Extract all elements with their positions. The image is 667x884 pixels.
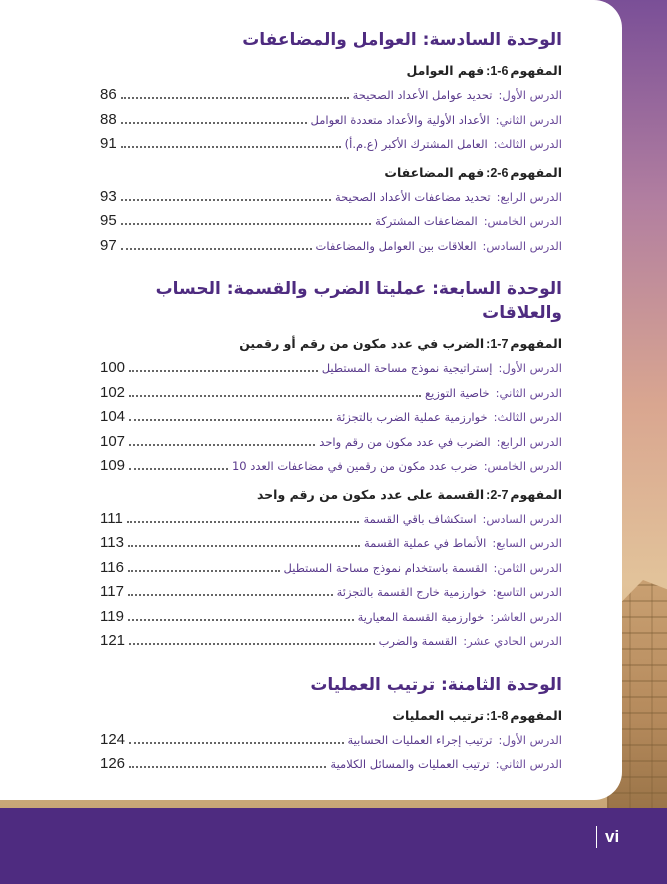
dot-leader bbox=[129, 370, 318, 372]
concept-title: الضرب في عدد مكون من رقم أو رقمين bbox=[239, 336, 485, 351]
concept-heading bbox=[100, 164, 562, 182]
concept-title: فهم العوامل bbox=[406, 63, 485, 78]
lesson-title: تحديد عوامل الأعداد الصحيحة bbox=[352, 88, 493, 102]
lesson-entry[interactable] bbox=[100, 408, 562, 433]
lesson-title: الأنماط في عملية القسمة bbox=[364, 536, 487, 550]
dot-leader bbox=[128, 545, 360, 547]
page-ref: 121 bbox=[100, 632, 126, 649]
lesson-entry[interactable] bbox=[100, 135, 562, 160]
lesson-label: الدرس الرابع: bbox=[496, 434, 562, 449]
page-ref: 124 bbox=[100, 730, 126, 748]
dot-leader bbox=[128, 570, 280, 572]
page-ref: 109 bbox=[100, 457, 126, 474]
lesson-title: خوارزمية عملية الضرب بالتجزئة bbox=[335, 410, 488, 424]
dot-leader bbox=[121, 248, 312, 250]
concept-heading bbox=[100, 335, 562, 353]
footer-band bbox=[0, 808, 667, 884]
lesson-entry[interactable] bbox=[100, 86, 562, 111]
dot-leader bbox=[129, 395, 421, 397]
lesson-title: القسمة باستخدام نموذج مساحة المستطيل bbox=[283, 560, 488, 575]
page-ref: 107 bbox=[100, 432, 126, 450]
page-ref: 86 bbox=[100, 86, 117, 103]
concept-prefix: المفهوم bbox=[510, 63, 562, 78]
dot-leader bbox=[129, 643, 375, 645]
lesson-title: ترتيب العمليات والمسائل الكلامية bbox=[330, 757, 490, 771]
lesson-label: الدرس الحادي عشر: bbox=[463, 634, 562, 648]
page-ref: 88 bbox=[100, 110, 117, 128]
concept-number: 7-1: bbox=[486, 337, 509, 351]
concept-prefix: المفهوم bbox=[510, 486, 562, 502]
lesson-entry[interactable] bbox=[100, 188, 562, 213]
concept-heading bbox=[100, 62, 562, 80]
dot-leader bbox=[121, 199, 331, 201]
dot-leader bbox=[121, 223, 371, 225]
dot-leader bbox=[121, 97, 349, 99]
concept-number: 7-2: bbox=[486, 487, 509, 502]
concept-prefix: المفهوم bbox=[510, 336, 562, 351]
lesson-title: استكشاف باقي القسمة bbox=[363, 511, 477, 526]
dot-leader bbox=[129, 419, 332, 421]
lesson-entry[interactable] bbox=[100, 212, 562, 237]
page-ref: 91 bbox=[100, 135, 117, 152]
concept-title: القسمة على عدد مكون من رقم واحد bbox=[256, 486, 485, 502]
page-ref: 113 bbox=[100, 534, 124, 551]
dot-leader bbox=[128, 619, 354, 621]
lesson-entry[interactable] bbox=[100, 457, 562, 482]
concept-title: ترتيب العمليات bbox=[392, 707, 485, 723]
lesson-title: تحديد مضاعفات الأعداد الصحيحة bbox=[334, 189, 491, 204]
unit-spacer bbox=[100, 261, 562, 277]
unit-spacer bbox=[100, 657, 562, 673]
lesson-label: الدرس الخامس: bbox=[483, 214, 562, 228]
dot-leader bbox=[129, 444, 315, 446]
lesson-title: خاصية التوزيع bbox=[425, 385, 490, 400]
lesson-label: الدرس السادس: bbox=[482, 238, 562, 253]
lesson-title: العلاقات بين العوامل والمضاعفات bbox=[315, 238, 477, 253]
dot-leader bbox=[121, 122, 307, 124]
page-ref: 116 bbox=[100, 558, 124, 576]
concept-number: 6-1: bbox=[486, 64, 509, 78]
lesson-title: خوارزمية خارج القسمة بالتجزئة bbox=[336, 585, 487, 599]
page-ref: 97 bbox=[100, 236, 117, 254]
page-ref: 126 bbox=[100, 755, 126, 772]
lesson-label: الدرس السادس: bbox=[482, 511, 562, 526]
lesson-label: الدرس الثالث: bbox=[493, 137, 562, 151]
lesson-entry[interactable] bbox=[100, 583, 562, 608]
lesson-entry[interactable] bbox=[100, 534, 562, 559]
lesson-label: الدرس التاسع: bbox=[492, 585, 562, 599]
lesson-entry[interactable] bbox=[100, 111, 562, 136]
page-ref: 119 bbox=[100, 607, 124, 625]
dot-leader bbox=[127, 521, 360, 523]
lesson-label: الدرس الأول: bbox=[498, 361, 562, 375]
lesson-entry[interactable] bbox=[100, 359, 562, 384]
lesson-title: الأعداد الأولية والأعداد متعددة العوامل bbox=[310, 112, 490, 127]
unit-title: الوحدة الثامنة: ترتيب العمليات bbox=[310, 674, 562, 695]
concept-title: فهم المضاعفات bbox=[384, 164, 485, 180]
lesson-entry[interactable] bbox=[100, 384, 562, 409]
lesson-title: الضرب في عدد مكون من رقم واحد bbox=[319, 434, 491, 449]
lesson-entry[interactable] bbox=[100, 755, 562, 780]
lesson-entry[interactable] bbox=[100, 559, 562, 584]
concept-number: 8-1: bbox=[486, 708, 509, 723]
lesson-label: الدرس الثاني: bbox=[495, 757, 562, 771]
page-ref: 117 bbox=[100, 583, 124, 600]
lesson-entry[interactable] bbox=[100, 731, 562, 756]
lesson-label: الدرس السابع: bbox=[492, 536, 562, 550]
page-ref: 104 bbox=[100, 408, 126, 425]
lesson-label: الدرس الخامس: bbox=[483, 459, 562, 473]
lesson-entry[interactable] bbox=[100, 632, 562, 657]
lesson-label: الدرس الثامن: bbox=[493, 560, 562, 575]
lesson-label: الدرس الأول: bbox=[498, 732, 562, 747]
page-ref: 95 bbox=[100, 212, 117, 229]
dot-leader bbox=[128, 594, 333, 596]
unit-title: الوحدة السادسة: العوامل والمضاعفات bbox=[242, 30, 562, 50]
concept-number: 6-2: bbox=[486, 165, 509, 180]
concept-prefix: المفهوم bbox=[510, 707, 562, 723]
lesson-label: الدرس الثالث: bbox=[493, 410, 562, 424]
page-number: vi bbox=[596, 826, 619, 848]
page-ref: 102 bbox=[100, 383, 126, 401]
lesson-title: خوارزمية القسمة المعيارية bbox=[357, 609, 485, 624]
page-ref: 111 bbox=[100, 509, 123, 527]
concept-prefix: المفهوم bbox=[510, 164, 562, 180]
lesson-title: إستراتيجية نموذج مساحة المستطيل bbox=[321, 361, 493, 375]
lesson-title: ترتيب إجراء العمليات الحسابية bbox=[347, 732, 493, 747]
page-ref: 100 bbox=[100, 359, 126, 376]
lesson-label: الدرس العاشر: bbox=[490, 609, 562, 624]
dot-leader bbox=[129, 468, 228, 470]
lesson-label: الدرس الأول: bbox=[498, 88, 562, 102]
lesson-label: الدرس الثاني: bbox=[495, 385, 562, 400]
concept-heading bbox=[100, 707, 562, 725]
lesson-label: الدرس الثاني: bbox=[495, 112, 562, 127]
page-ref: 93 bbox=[100, 187, 117, 205]
lesson-entry[interactable] bbox=[100, 237, 562, 262]
dot-leader bbox=[129, 766, 326, 768]
lesson-entry[interactable] bbox=[100, 510, 562, 535]
lesson-label: الدرس الرابع: bbox=[496, 189, 562, 204]
lesson-entry[interactable] bbox=[100, 608, 562, 633]
lesson-title: ضرب عدد مكون من رقمين في مضاعفات العدد 10 bbox=[231, 459, 478, 473]
dot-leader bbox=[129, 742, 343, 744]
lesson-title: القسمة والضرب bbox=[378, 634, 458, 648]
unit-title: الوحدة السابعة: عمليتا الضرب والقسمة: الحساب والعلاقات bbox=[155, 279, 562, 323]
lesson-title: المضاعفات المشتركة bbox=[375, 214, 478, 228]
concept-heading bbox=[100, 486, 562, 504]
lesson-entry[interactable] bbox=[100, 433, 562, 458]
dot-leader bbox=[121, 146, 341, 148]
lesson-title: العامل المشترك الأكبر (ع.م.أ) bbox=[344, 137, 488, 151]
